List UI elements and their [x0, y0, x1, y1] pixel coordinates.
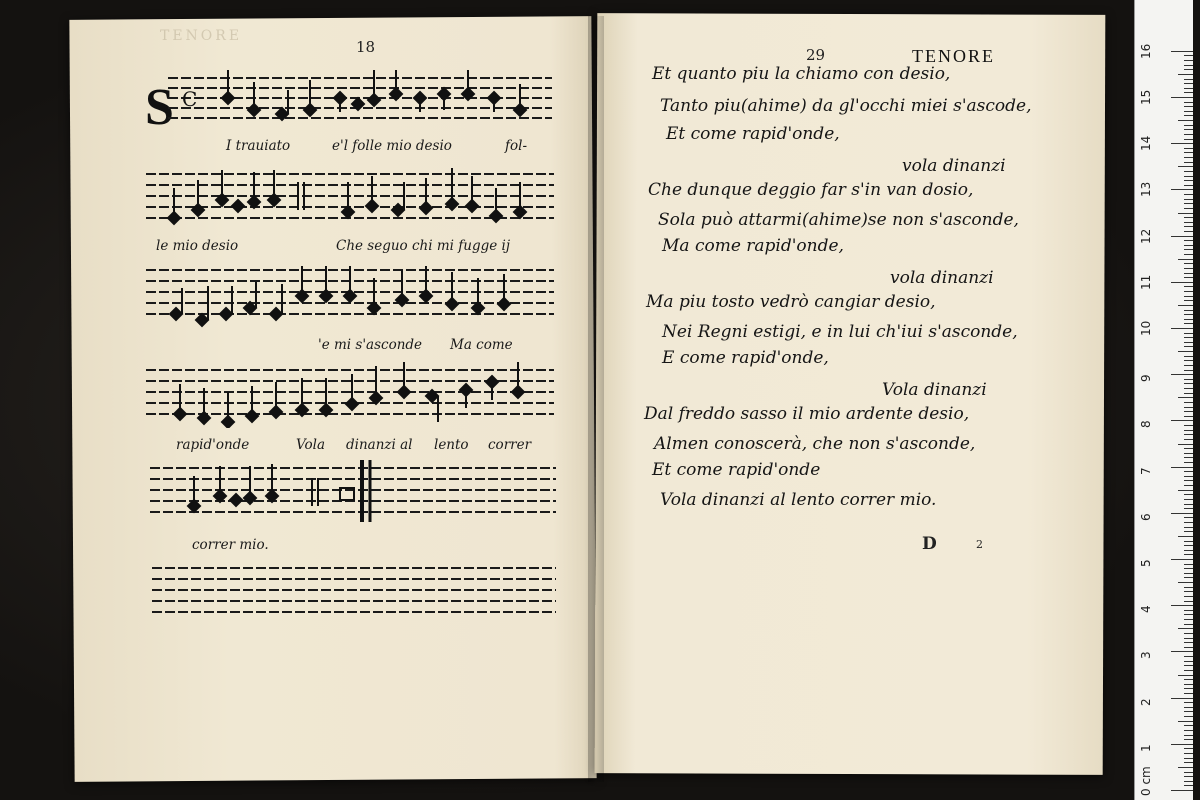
ruler-tick	[1184, 365, 1193, 366]
ruler-tick	[1184, 430, 1193, 431]
lyric-1a: I trauiato	[226, 138, 291, 154]
ruler-tick	[1184, 383, 1193, 384]
ruler-tick	[1184, 60, 1193, 61]
ruler-tick	[1184, 554, 1193, 555]
ruler-tick	[1171, 651, 1193, 652]
ruler-number: 12	[1139, 228, 1153, 244]
lyric-4c: dinanzi al	[346, 437, 413, 453]
svg-text:C: C	[182, 87, 198, 111]
ruler-tick	[1184, 638, 1193, 639]
lyric-3b: Ma come	[450, 337, 513, 353]
ruler-tick	[1184, 684, 1193, 685]
ruler-number: 5	[1139, 559, 1153, 567]
verse-line-1: Et quanto piu la chiamo con desio,	[652, 64, 951, 84]
ruler-tick	[1184, 619, 1193, 620]
ruler-tick	[1184, 194, 1193, 195]
decorated-initial: S	[145, 79, 174, 136]
ruler-tick	[1184, 333, 1193, 334]
ruler-tick	[1178, 628, 1193, 629]
verse-line-4: Che dunque deggio far s'in van dosio,	[648, 180, 974, 200]
ruler-unit-label: 0 cm	[1139, 766, 1153, 796]
ruler-tick	[1171, 374, 1193, 375]
ruler-tick	[1184, 610, 1193, 611]
ruler-tick	[1171, 282, 1193, 283]
ruler-tick	[1178, 582, 1193, 583]
ruler-tick	[1184, 665, 1193, 666]
signature-number: 2	[976, 538, 983, 551]
ruler-tick	[1184, 337, 1193, 338]
lyric-4b: Vola	[296, 437, 326, 453]
ruler-tick	[1184, 134, 1193, 135]
ruler-tick	[1184, 360, 1193, 361]
ruler-number: 10	[1139, 320, 1153, 336]
ruler-tick	[1184, 203, 1193, 204]
ruler-tick	[1184, 661, 1193, 662]
ruler-tick	[1184, 277, 1193, 278]
ruler-tick	[1184, 388, 1193, 389]
ruler-tick	[1184, 758, 1193, 759]
ruler-tick	[1184, 83, 1193, 84]
ruler-tick	[1184, 776, 1193, 777]
ruler-tick	[1184, 647, 1193, 648]
ruler-tick	[1184, 462, 1193, 463]
verse-refrain-3: Vola dinanzi	[882, 380, 987, 400]
ruler-tick	[1184, 541, 1193, 542]
verse-line-13: Vola dinanzi al lento correr mio.	[660, 490, 937, 510]
lyric-2a: le mio desio	[156, 238, 239, 254]
ruler-tick	[1184, 425, 1193, 426]
ruler-tick	[1184, 735, 1193, 736]
music-staff-1	[168, 70, 552, 130]
verse-line-6: Ma come rapid'onde,	[662, 236, 844, 256]
ruler-tick	[1184, 162, 1193, 163]
ruler-number: 8	[1139, 420, 1153, 429]
ruler-tick	[1184, 157, 1193, 158]
ruler-tick	[1184, 448, 1193, 449]
lyric-2b: Che seguo chi mi fugge ij	[336, 238, 511, 254]
verse-line-2: Tanto piu(ahime) da gl'occhi miei s'ascode,	[660, 96, 1032, 116]
ruler-tick	[1184, 222, 1193, 223]
lyric-4d: lento	[434, 437, 469, 453]
ruler-tick	[1178, 74, 1193, 75]
ruler-tick	[1184, 69, 1193, 70]
ruler-number: 4	[1139, 605, 1153, 614]
ruler-tick	[1184, 208, 1193, 209]
ruler-tick	[1171, 143, 1193, 144]
ruler-tick	[1184, 115, 1193, 116]
ruler-number: 16	[1139, 43, 1153, 59]
ruler-tick	[1184, 180, 1193, 181]
verse-refrain-1: vola dinanzi	[902, 156, 1006, 176]
ruler-tick	[1184, 231, 1193, 232]
ruler-number: 1	[1139, 744, 1153, 752]
ruler-tick	[1184, 407, 1193, 408]
ruler-tick	[1184, 300, 1193, 301]
right-page-number: 29	[806, 46, 826, 64]
ruler-tick	[1184, 323, 1193, 324]
ruler-tick	[1184, 568, 1193, 569]
ruler-tick	[1184, 716, 1193, 717]
ruler-tick	[1184, 125, 1193, 126]
ruler-tick	[1184, 587, 1193, 588]
ruler-tick	[1184, 730, 1193, 731]
ruler-tick	[1184, 573, 1193, 574]
ruler-tick	[1184, 176, 1193, 177]
ruler-tick	[1178, 213, 1193, 214]
lyric-4e: correr	[488, 437, 532, 453]
ruler-tick	[1184, 139, 1193, 140]
ruler-tick	[1184, 670, 1193, 671]
ruler-tick	[1184, 707, 1193, 708]
ruler-tick	[1184, 702, 1193, 703]
ruler-tick	[1184, 370, 1193, 371]
show-through-heading: TENORE	[160, 28, 243, 44]
ruler-tick	[1184, 527, 1193, 528]
verse-line-12: Et come rapid'onde	[652, 460, 821, 480]
verse-line-3: Et come rapid'onde,	[666, 124, 840, 144]
empty-music-staff	[152, 560, 556, 620]
ruler-tick	[1184, 439, 1193, 440]
ruler-tick	[1184, 471, 1193, 472]
lyric-4a: rapid'onde	[176, 437, 250, 453]
ruler-number: 11	[1139, 274, 1153, 290]
ruler-tick	[1171, 189, 1193, 190]
verse-line-9: E come rapid'onde,	[662, 348, 829, 368]
music-staff-4	[146, 360, 554, 428]
ruler-tick	[1184, 55, 1193, 56]
verse-refrain-2: vola dinanzi	[890, 268, 994, 288]
ruler-tick	[1184, 92, 1193, 93]
ruler-number: 14	[1139, 135, 1153, 152]
ruler-tick	[1171, 790, 1193, 791]
ruler-tick	[1184, 346, 1193, 347]
ruler-tick	[1184, 65, 1193, 66]
ruler-tick	[1184, 217, 1193, 218]
ruler-tick	[1184, 296, 1193, 297]
ruler-tick	[1184, 762, 1193, 763]
ruler-tick	[1184, 748, 1193, 749]
ruler-tick	[1171, 744, 1193, 745]
ruler-tick	[1178, 444, 1193, 445]
ruler-tick	[1184, 711, 1193, 712]
ruler-tick	[1178, 120, 1193, 121]
ruler-tick	[1171, 698, 1193, 699]
ruler-tick	[1184, 785, 1193, 786]
lyric-1c: fol-	[505, 138, 528, 154]
ruler-tick	[1184, 550, 1193, 551]
ruler-number: 9	[1139, 374, 1153, 383]
ruler-tick	[1184, 319, 1193, 320]
ruler-tick	[1184, 642, 1193, 643]
ruler-tick	[1184, 480, 1193, 481]
ruler-tick	[1184, 240, 1193, 241]
ruler-tick	[1178, 675, 1193, 676]
ruler-tick	[1184, 633, 1193, 634]
verse-line-5: Sola può attarmi(ahime)se non s'asconde,	[658, 210, 1019, 230]
ruler-tick	[1184, 254, 1193, 255]
ruler-tick	[1184, 199, 1193, 200]
ruler-tick	[1184, 129, 1193, 130]
ruler-tick	[1184, 693, 1193, 694]
ruler-tick	[1184, 286, 1193, 287]
ruler-number: 15	[1139, 89, 1153, 105]
ruler-tick	[1184, 564, 1193, 565]
signature-mark: D	[922, 534, 937, 554]
ruler-tick	[1184, 453, 1193, 454]
ruler-tick	[1178, 351, 1193, 352]
ruler-number: 6	[1139, 513, 1153, 521]
ruler-tick	[1171, 236, 1193, 237]
ruler-tick	[1171, 328, 1193, 329]
ruler-tick	[1184, 725, 1193, 726]
ruler-tick	[1184, 102, 1193, 103]
ruler-tick	[1184, 545, 1193, 546]
ruler-tick	[1171, 51, 1193, 52]
ruler-tick	[1184, 753, 1193, 754]
ruler-tick	[1184, 517, 1193, 518]
ruler-tick	[1171, 97, 1193, 98]
ruler-tick	[1184, 434, 1193, 435]
ruler-tick	[1178, 259, 1193, 260]
ruler-tick	[1184, 314, 1193, 315]
ruler-tick	[1178, 721, 1193, 722]
ruler-tick	[1184, 291, 1193, 292]
ruler-tick	[1184, 485, 1193, 486]
ruler-tick	[1184, 614, 1193, 615]
ruler-tick	[1184, 596, 1193, 597]
verse-line-7: Ma piu tosto vedrò cangiar desio,	[646, 292, 936, 312]
ruler-tick	[1184, 106, 1193, 107]
ruler-tick	[1184, 310, 1193, 311]
ruler-tick	[1178, 490, 1193, 491]
ruler-tick	[1184, 688, 1193, 689]
ruler-tick	[1178, 397, 1193, 398]
ruler-tick	[1184, 601, 1193, 602]
ruler-tick	[1184, 577, 1193, 578]
lyric-5a: correr mio.	[192, 537, 269, 553]
ruler-tick	[1184, 504, 1193, 505]
ruler-tick	[1171, 420, 1193, 421]
ruler-tick	[1184, 457, 1193, 458]
ruler-tick	[1171, 467, 1193, 468]
ruler-tick	[1171, 605, 1193, 606]
ruler-tick	[1184, 342, 1193, 343]
ruler-tick	[1184, 273, 1193, 274]
ruler-tick	[1184, 411, 1193, 412]
ruler-number: 2	[1139, 697, 1153, 706]
ruler-tick	[1184, 263, 1193, 264]
ruler-tick	[1184, 88, 1193, 89]
measurement-ruler	[1134, 0, 1193, 800]
ruler-tick	[1184, 111, 1193, 112]
ruler-tick	[1184, 152, 1193, 153]
ruler-tick	[1184, 393, 1193, 394]
ruler-tick	[1184, 781, 1193, 782]
ruler-tick	[1184, 148, 1193, 149]
ruler-tick	[1178, 166, 1193, 167]
ruler-tick	[1184, 499, 1193, 500]
ruler-tick	[1184, 494, 1193, 495]
ruler-number: 13	[1139, 182, 1153, 198]
ruler-tick	[1184, 356, 1193, 357]
ruler-tick	[1184, 379, 1193, 380]
ruler-number: 3	[1139, 651, 1153, 660]
ruler-tick	[1184, 245, 1193, 246]
lyric-3a: 'e mi s'asconde	[318, 337, 423, 353]
ruler-tick	[1171, 559, 1193, 560]
lyric-1b: e'l folle mio desio	[332, 138, 452, 154]
ruler-tick	[1184, 531, 1193, 532]
ruler-tick	[1184, 656, 1193, 657]
ruler-tick	[1184, 226, 1193, 227]
left-page-number: 18	[356, 38, 376, 56]
ruler-tick	[1184, 171, 1193, 172]
ruler-tick	[1184, 416, 1193, 417]
music-staff-2	[146, 166, 554, 230]
verse-line-8: Nei Regni estigi, e in lui ch'iui s'asconde,	[662, 322, 1018, 342]
ruler-tick	[1184, 772, 1193, 773]
ruler-tick	[1184, 185, 1193, 186]
ruler-tick	[1184, 591, 1193, 592]
ruler-tick	[1184, 739, 1193, 740]
ruler-tick	[1184, 79, 1193, 80]
ruler-tick	[1184, 402, 1193, 403]
ruler-tick	[1184, 522, 1193, 523]
ruler-tick	[1184, 624, 1193, 625]
book-gutter	[588, 16, 604, 782]
ruler-tick	[1184, 476, 1193, 477]
music-staff-5	[150, 458, 556, 528]
verse-line-10: Dal freddo sasso il mio ardente desio,	[644, 404, 970, 424]
ruler-tick	[1184, 508, 1193, 509]
ruler-tick	[1178, 305, 1193, 306]
ruler-tick	[1178, 536, 1193, 537]
verse-line-11: Almen conoscerà, che non s'asconde,	[654, 434, 976, 454]
ruler-tick	[1171, 513, 1193, 514]
ruler-tick	[1178, 767, 1193, 768]
ruler-tick	[1184, 679, 1193, 680]
ruler-tick	[1184, 268, 1193, 269]
ruler-tick	[1184, 249, 1193, 250]
music-staff-3	[146, 262, 554, 328]
running-head: TENORE	[912, 46, 995, 66]
ruler-number: 7	[1139, 466, 1153, 475]
